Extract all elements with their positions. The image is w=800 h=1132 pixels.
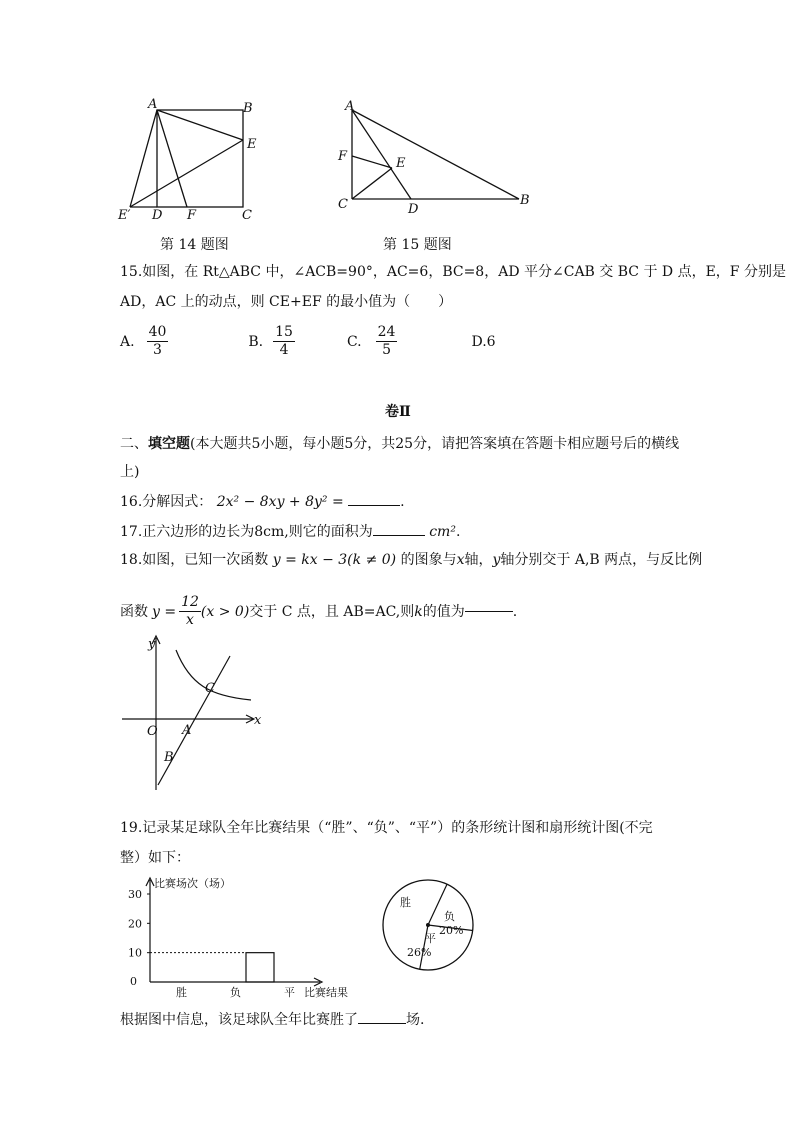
bar-xcat-win: 胜 (176, 986, 187, 999)
fig15-label-e: E (396, 156, 406, 171)
graph-label-a: A (182, 723, 192, 738)
q19-line1: 19.记录某足球队全年比赛结果（“胜”、“负”、“平”）的条形统计图和扇形统计图(不完 (120, 820, 653, 836)
q17-answer-blank[interactable] (373, 535, 425, 536)
fig15-label-d: D (408, 202, 419, 217)
fig15-label-b: B (520, 193, 530, 208)
q18-line2: 函数 y = $\frac{12}{x}$ (x > 0) 交于 C 点，且 AB=AC,则 k 的值为 . (120, 594, 518, 628)
graph-label-y: y (148, 637, 156, 652)
fig14-label-a: A (148, 97, 158, 112)
bar-负 (246, 953, 274, 982)
q16-answer-blank[interactable] (348, 505, 400, 506)
bar-chart (124, 872, 374, 1002)
bar-xcat-draw: 平 (284, 986, 295, 999)
q15-option-a-label: A. (120, 333, 135, 350)
graph-label-x: x (254, 713, 262, 728)
figure-15 (334, 98, 544, 220)
q15-line1: 15.如图，在 Rt△ABC 中，∠ACB=90°，AC=6，BC=8，AD 平分∠CAB 交 BC 于 D 点，E，F 分别是 (120, 264, 786, 280)
graph-label-c: C (205, 681, 215, 696)
section-heading-line2: 上) (120, 464, 140, 480)
fig14-line-ae (157, 110, 243, 140)
graph-label-b: B (164, 750, 174, 765)
q16: 16.分解因式： 2x² − 8xy + 8y² = . (120, 494, 405, 510)
q15-option-c-label: C. (346, 333, 362, 350)
q15-line2: AD，AC 上的动点，则 CE+EF 的最小值为（ ） (120, 294, 453, 310)
fig14-line-af (157, 110, 187, 207)
q15-option-a-fraction: $\frac{40}{3}$ (148, 324, 167, 358)
fig15-label-f: F (338, 149, 348, 164)
q15-option-b-fraction: $\frac{15}{4}$ (275, 324, 293, 358)
fig14-label-c: C (242, 208, 252, 223)
pie-label-draw-percent: 26% (407, 946, 432, 959)
fig14-line-e-prime-e (130, 140, 243, 207)
graph-line (158, 656, 230, 785)
pie-label-draw: 平 (425, 932, 436, 945)
q15-option-c-fraction: $\frac{24}{5}$ (377, 324, 396, 358)
q18-answer-blank[interactable] (465, 611, 513, 612)
fig15-label-c: C (338, 197, 348, 212)
pie-label-win: 胜 (400, 896, 411, 909)
q15-option-d: D.6 (471, 333, 496, 350)
fig14-label-b: B (243, 101, 253, 116)
fig14-label-e: E (247, 137, 257, 152)
fig14-label-e-prime: E′ (118, 208, 131, 223)
fig15-label-a: A (345, 99, 355, 114)
q18-linear-function: y = kx − 3(k ≠ 0) (272, 552, 397, 568)
bar-xlabel: 比赛结果 (304, 986, 348, 999)
q17-unit: cm² (429, 524, 456, 540)
bar-xcat-loss: 负 (230, 986, 241, 999)
q19-answer-blank[interactable] (358, 1023, 406, 1024)
section-title: 卷Ⅱ (385, 404, 411, 420)
bar-ylabel: 比赛场次（场） (154, 877, 231, 890)
section-heading: 二、填空题(本大题共5小题，每小题5分，共25分，请把答案填在答题卡相应题号后的横线 (120, 436, 680, 452)
fig14-label-d: D (152, 208, 163, 223)
q18-graph (118, 630, 278, 795)
fig15-caption: 第 15 题图 (383, 237, 452, 253)
pie-label-loss-percent: 20% (439, 924, 464, 937)
bar-ytick-10: 10 (128, 946, 142, 960)
pie-center (426, 923, 430, 927)
q18-line1: 18.如图，已知一次函数 y = kx − 3(k ≠ 0) 的图象与x轴，y轴分别交于 A,B 两点，与反比例 (120, 552, 703, 568)
figure-14 (110, 96, 280, 226)
bar-ytick-20: 20 (128, 917, 142, 931)
q18-fraction: $\frac{12}{x}$ (181, 594, 199, 628)
fig14-line-ae-prime (130, 110, 157, 207)
q17: 17.正六边形的边长为8cm,则它的面积为 cm². (120, 524, 461, 540)
bar-ytick-30: 30 (128, 888, 142, 901)
pie-label-loss: 负 (444, 910, 455, 923)
graph-label-o: O (147, 724, 158, 739)
fig14-caption: 第 14 题图 (160, 237, 229, 253)
q16-expression: 2x² − 8xy + 8y² = (216, 494, 344, 510)
fig14-label-f: F (187, 208, 197, 223)
q15-option-b-label: B. (248, 333, 264, 350)
svg-text:0: 0 (130, 975, 137, 988)
q19-answer: 根据图中信息，该足球队全年比赛胜了 场. (120, 1012, 425, 1028)
q19-line2: 整）如下： (120, 850, 190, 866)
pie-chart (376, 876, 486, 986)
q15-options (120, 324, 496, 359)
